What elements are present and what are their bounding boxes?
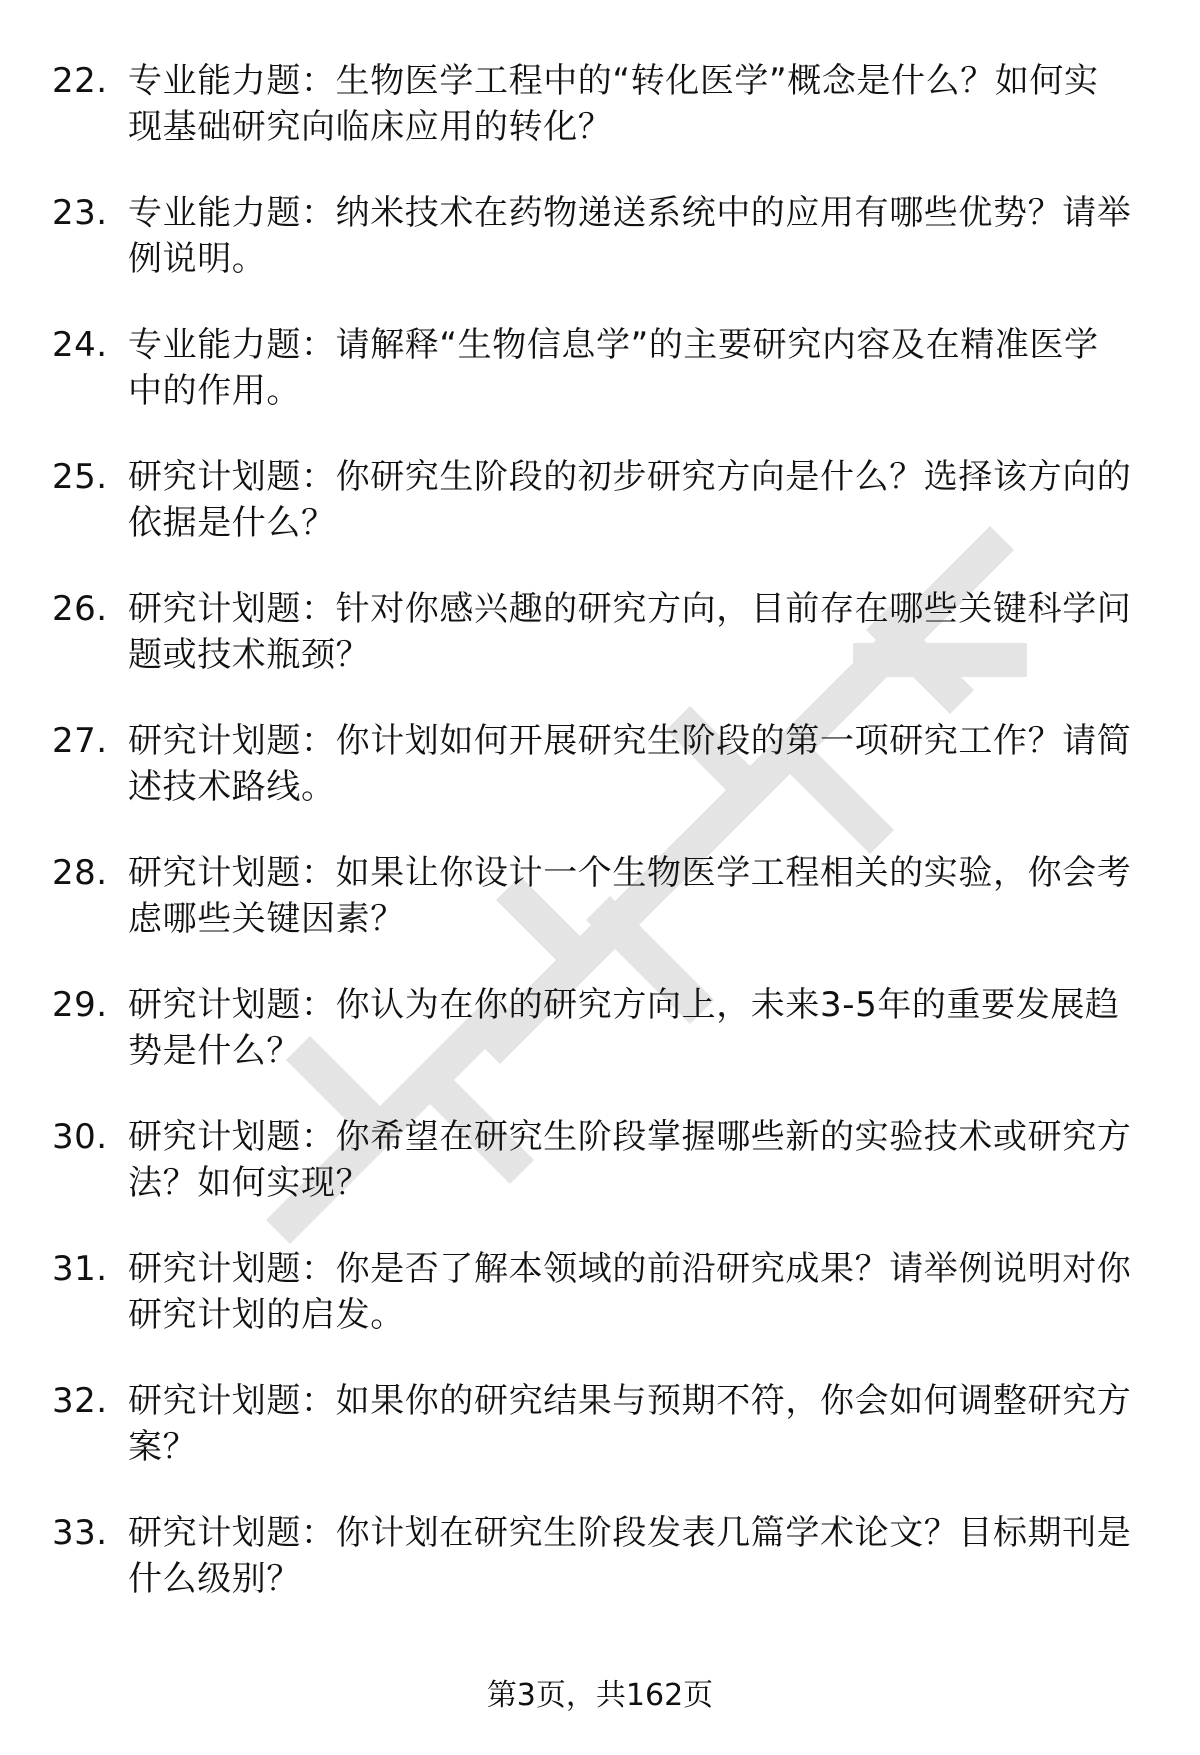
question-number: 29. [52, 985, 108, 1025]
question-text: 研究计划题：你是否了解本领域的前沿研究成果？请举例说明对你研究计划的启发。 [128, 1249, 1132, 1335]
question-item [52, 190, 1152, 322]
question-number: 26. [52, 589, 108, 629]
question-text: 研究计划题：如果你的研究结果与预期不符，你会如何调整研究方案？ [128, 1381, 1132, 1467]
question-list [52, 58, 1152, 1642]
question-number: 24. [52, 325, 108, 365]
question-text: 研究计划题：你希望在研究生阶段掌握哪些新的实验技术或研究方法？如何实现？ [128, 1117, 1132, 1203]
question-item [52, 1114, 1152, 1246]
question-number: 27. [52, 721, 108, 761]
question-item [52, 1510, 1152, 1642]
question-text: 研究计划题：针对你感兴趣的研究方向，目前存在哪些关键科学问题或技术瓶颈？ [128, 589, 1132, 675]
question-item [52, 454, 1152, 586]
question-number: 28. [52, 853, 108, 893]
question-number: 30. [52, 1117, 108, 1157]
question-item [52, 322, 1152, 454]
question-item [52, 1378, 1152, 1510]
question-number: 22. [52, 61, 108, 101]
page-number-label: 第3页，共162页 [486, 1678, 714, 1713]
question-item [52, 982, 1152, 1114]
question-item [52, 850, 1152, 982]
question-number: 33. [52, 1513, 108, 1553]
question-text: 研究计划题：你研究生阶段的初步研究方向是什么？选择该方向的依据是什么？ [128, 457, 1132, 543]
question-number: 32. [52, 1381, 108, 1421]
question-text: 研究计划题：如果让你设计一个生物医学工程相关的实验，你会考虑哪些关键因素？ [128, 853, 1132, 939]
question-text: 专业能力题：请解释“生物信息学”的主要研究内容及在精准医学中的作用。 [128, 325, 1099, 411]
question-text: 研究计划题：你计划在研究生阶段发表几篇学术论文？目标期刊是什么级别？ [128, 1513, 1132, 1599]
page-footer [0, 1676, 1200, 1716]
question-item [52, 1246, 1152, 1378]
question-item [52, 718, 1152, 850]
question-number: 25. [52, 457, 108, 497]
question-text: 研究计划题：你计划如何开展研究生阶段的第一项研究工作？请简述技术路线。 [128, 721, 1132, 807]
question-text: 研究计划题：你认为在你的研究方向上，未来3-5年的重要发展趋势是什么？ [128, 985, 1120, 1071]
question-number: 23. [52, 193, 108, 233]
question-number: 31. [52, 1249, 108, 1289]
question-item [52, 586, 1152, 718]
question-item [52, 58, 1152, 190]
question-text: 专业能力题：纳米技术在药物递送系统中的应用有哪些优势？请举例说明。 [128, 193, 1132, 279]
question-text: 专业能力题：生物医学工程中的“转化医学”概念是什么？如何实现基础研究向临床应用的转化？ [128, 61, 1099, 147]
